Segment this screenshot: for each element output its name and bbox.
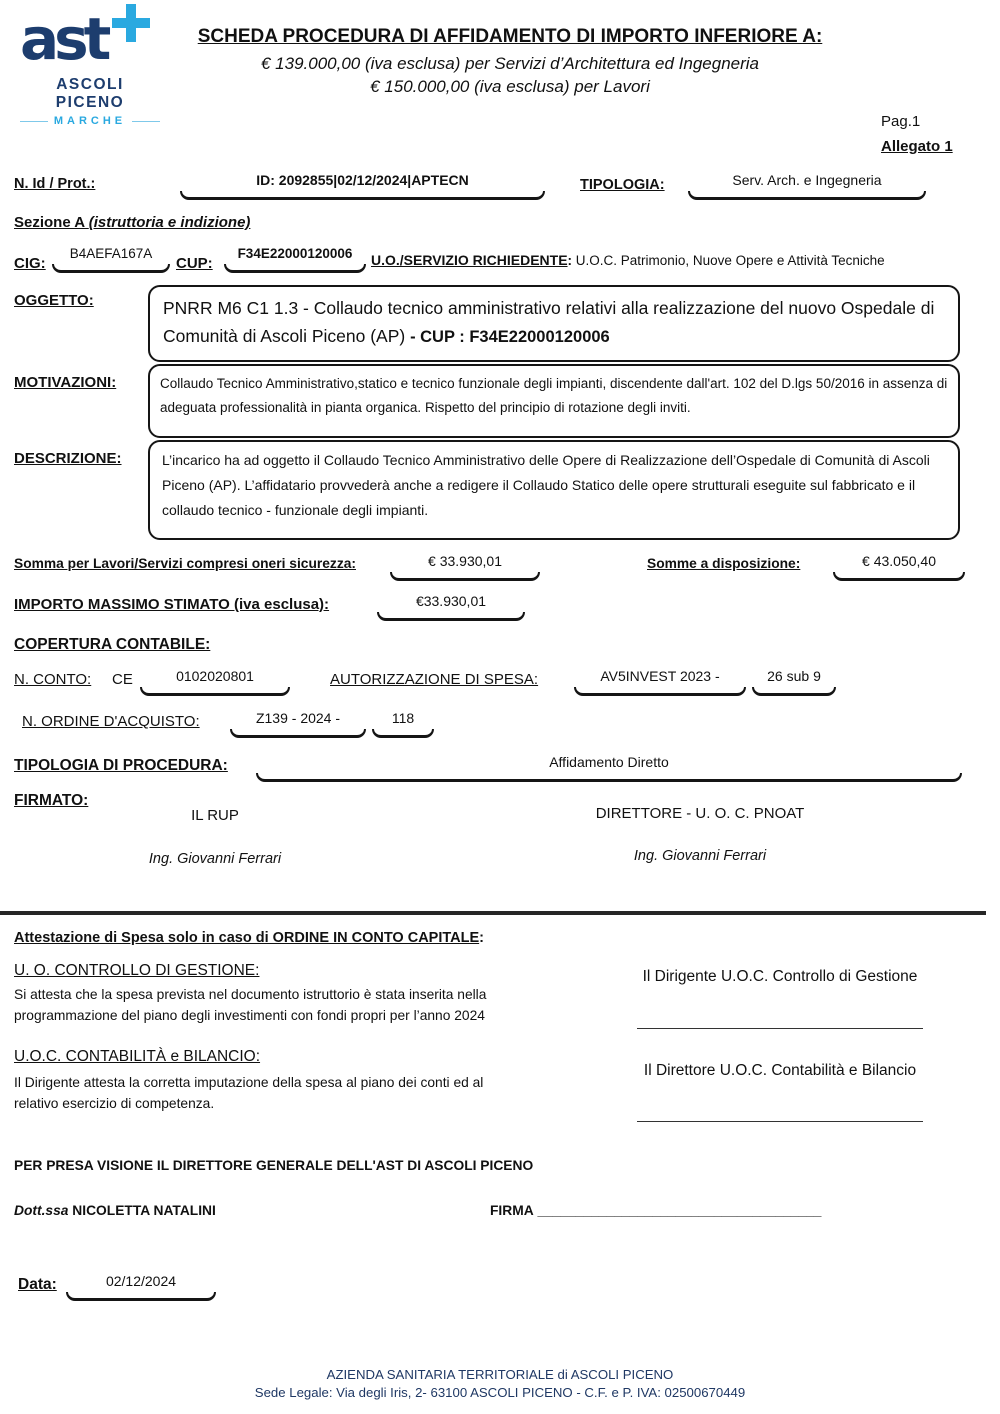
cig-label: CIG:	[14, 255, 46, 272]
attestazione-title-colon: :	[479, 930, 484, 946]
autorizzazione-field-2	[752, 668, 836, 696]
copertura-title: COPERTURA CONTABILE:	[14, 636, 211, 653]
logo-region	[20, 115, 160, 127]
autorizzazione-value-2: 26 sub 9	[767, 668, 821, 684]
cup-value: F34E22000120006	[237, 246, 353, 261]
importo-underline	[377, 612, 525, 621]
autorizzazione-underline-2	[752, 687, 836, 696]
ast-logo	[20, 5, 170, 127]
page-number: Pag.1	[881, 113, 921, 130]
ordine-field-1	[230, 710, 366, 738]
oggetto-text: PNRR M6 C1 1.3 - Collaudo tecnico amministrativo relativi alla realizzazione del nuovo Ospedale di Comunità di Ascoli Piceno (AP)	[163, 298, 935, 346]
controllo-gestione-signer: Il Dirigente U.O.C. Controllo di Gestione	[642, 968, 918, 985]
contabilita-title: U.O.C. CONTABILITÀ e BILANCIO:	[14, 1048, 261, 1065]
somma-value: € 33.930,01	[428, 553, 502, 569]
firmato-label: FIRMATO:	[14, 792, 89, 809]
cig-field	[52, 246, 170, 273]
somma-underline	[390, 572, 540, 581]
direttore-generale-row	[14, 1203, 216, 1218]
autorizzazione-label: AUTORIZZAZIONE DI SPESA:	[330, 671, 539, 688]
id-prot-label: N. Id / Prot.:	[14, 176, 96, 192]
tipologia-value: Serv. Arch. e Ingegneria	[732, 172, 882, 188]
document-title: SCHEDA PROCEDURA DI AFFIDAMENTO DI IMPORTO INFERIORE A:	[197, 26, 823, 47]
attestazione-title	[14, 930, 484, 946]
procedura-underline	[256, 773, 962, 782]
procedura-value: Affidamento Diretto	[549, 754, 669, 770]
procedura-field	[256, 754, 962, 782]
importo-field	[377, 593, 525, 621]
direttore-role: DIRETTORE - U. O. C. PNOAT	[595, 805, 805, 822]
controllo-gestione-title: U. O. CONTROLLO DI GESTIONE:	[14, 962, 260, 979]
controllo-gestione-text: Si attesta che la spesa prevista nel documento istruttorio è stata inserita nella programmazione del piano degli investimenti con fondi propri per l’anno 2024	[14, 987, 487, 1024]
descrizione-box: L’incarico ha ad oggetto il Collaudo Tecnico Amministrativo delle Opere di Realizzazione dell’Ospedale di Comunità di Ascoli Piceno (AP). L’affidatario provvederà anche a redigere il Collaudo Statico delle opere strutturali eseguite sul fabbricato e il collaudo tecnico - funzionale degli impianti.	[148, 440, 960, 540]
data-field	[66, 1273, 216, 1301]
descrizione-label: DESCRIZIONE:	[14, 450, 122, 467]
ordine-value-2: 118	[391, 710, 415, 726]
sezione-heading	[14, 214, 250, 231]
ordine-underline-2	[372, 729, 434, 738]
direttore-generale-title: Dott.ssa	[14, 1203, 69, 1218]
logo-wordmark: ast	[20, 5, 107, 73]
motivazioni-label: MOTIVAZIONI:	[14, 374, 117, 391]
contabilita-text: Il Dirigente attesta la corretta imputazione della spesa al piano dei conti ed al relativo esercizio di competenza.	[14, 1075, 484, 1112]
tipologia-underline	[688, 191, 926, 200]
tipologia-label: TIPOLOGIA:	[580, 177, 665, 193]
id-prot-value: ID: 2092855|02/12/2024|APTECN	[256, 172, 469, 188]
footer-line-1: AZIENDA SANITARIA TERRITORIALE di ASCOLI PICENO	[326, 1367, 674, 1382]
uo-servizio-row	[371, 252, 885, 268]
logo-city: ASCOLI PICENO	[55, 76, 125, 111]
firma-line: _____________________________________	[537, 1203, 822, 1218]
tipologia-field	[688, 172, 926, 200]
oggetto-text-bold: - CUP : F34E22000120006	[410, 328, 610, 346]
section-divider	[0, 911, 986, 915]
cup-field	[224, 246, 366, 273]
logo-rule-right	[132, 121, 160, 122]
cig-underline	[52, 264, 170, 273]
sezione-heading-italic: (istruttoria e indizione)	[88, 214, 251, 231]
disposizione-field	[833, 553, 965, 581]
document-subtitle-2: € 150.000,00 (iva esclusa) per Lavori	[370, 77, 650, 96]
cup-label: CUP:	[176, 255, 213, 272]
ordine-value-1: Z139 - 2024 -	[255, 710, 341, 726]
contabilita-signature-line	[637, 1121, 923, 1122]
data-value: 02/12/2024	[105, 1273, 177, 1289]
footer-line-2: Sede Legale: Via degli Iris, 2- 63100 ASCOLI PICENO - C.F. e P. IVA: 02500670449	[254, 1385, 746, 1400]
logo-rule-left	[20, 121, 48, 122]
importo-label: IMPORTO MASSIMO STIMATO (iva esclusa):	[14, 596, 330, 613]
procedura-label: TIPOLOGIA DI PROCEDURA:	[14, 757, 228, 774]
autorizzazione-underline-1	[574, 687, 746, 696]
controllo-gestione-signature-line	[637, 1028, 923, 1029]
allegato-label: Allegato 1	[881, 138, 953, 155]
data-label: Data:	[18, 1276, 57, 1293]
uo-servizio-label: U.O./SERVIZIO RICHIEDENTE	[371, 252, 568, 268]
document-footer	[0, 1366, 1000, 1402]
ordine-label: N. ORDINE D'ACQUISTO:	[22, 713, 200, 730]
rup-signature-name: Ing. Giovanni Ferrari	[148, 851, 282, 867]
conto-underline	[140, 687, 290, 696]
rup-role: IL RUP	[191, 807, 239, 824]
firma-row	[490, 1203, 821, 1218]
attestazione-title-text: Attestazione di Spesa solo in caso di ORDINE IN CONTO CAPITALE	[14, 930, 480, 946]
disposizione-label: Somme a disposizione:	[647, 556, 801, 571]
document-header	[160, 26, 860, 97]
contabilita-signer: Il Direttore U.O.C. Contabilità e Bilancio	[643, 1062, 917, 1079]
oggetto-box	[148, 285, 960, 362]
conto-label: N. CONTO:	[14, 671, 92, 688]
disposizione-underline	[833, 572, 965, 581]
ordine-field-2	[372, 710, 434, 738]
id-prot-field	[180, 172, 545, 200]
direttore-signature-name: Ing. Giovanni Ferrari	[633, 848, 767, 864]
document-subtitle-1: € 139.000,00 (iva esclusa) per Servizi d’Architettura ed Ingegneria	[260, 54, 759, 73]
cup-underline	[224, 264, 366, 273]
somma-field	[390, 553, 540, 581]
somma-label: Somma per Lavori/Servizi compresi oneri sicurezza:	[14, 556, 356, 571]
uo-servizio-value: U.O.C. Patrimonio, Nuove Opere e Attività Tecniche	[575, 253, 885, 268]
autorizzazione-value-1: AV5INVEST 2023 -	[600, 668, 720, 684]
cig-value: B4AEFA167A	[69, 246, 153, 261]
oggetto-label: OGGETTO:	[14, 292, 94, 309]
conto-field	[140, 668, 290, 696]
motivazioni-box: Collaudo Tecnico Amministrativo,statico e tecnico funzionale degli impianti, discendente dall'art. 102 del D.lgs 50/2016 in assenza di adeguata professionalità in pianta organica. Rispetto del principio di rotazione degli inviti.	[148, 364, 960, 438]
disposizione-value: € 43.050,40	[862, 553, 936, 569]
autorizzazione-field-1	[574, 668, 746, 696]
ordine-underline-1	[230, 729, 366, 738]
data-underline	[66, 1292, 216, 1301]
sezione-heading-bold: Sezione A	[14, 214, 89, 231]
conto-prefix: CE	[112, 671, 133, 688]
firma-label: FIRMA	[490, 1203, 534, 1218]
id-prot-underline	[180, 191, 545, 200]
logo-region-label: MARCHE	[53, 115, 127, 127]
direttore-generale-name: NICOLETTA NATALINI	[72, 1203, 216, 1218]
conto-value: 0102020801	[176, 668, 254, 684]
presa-visione-text: PER PRESA VISIONE IL DIRETTORE GENERALE DELL'AST DI ASCOLI PICENO	[14, 1158, 534, 1173]
importo-value: €33.930,01	[415, 593, 487, 609]
uo-servizio-colon: :	[567, 253, 576, 268]
plus-icon	[112, 4, 150, 42]
